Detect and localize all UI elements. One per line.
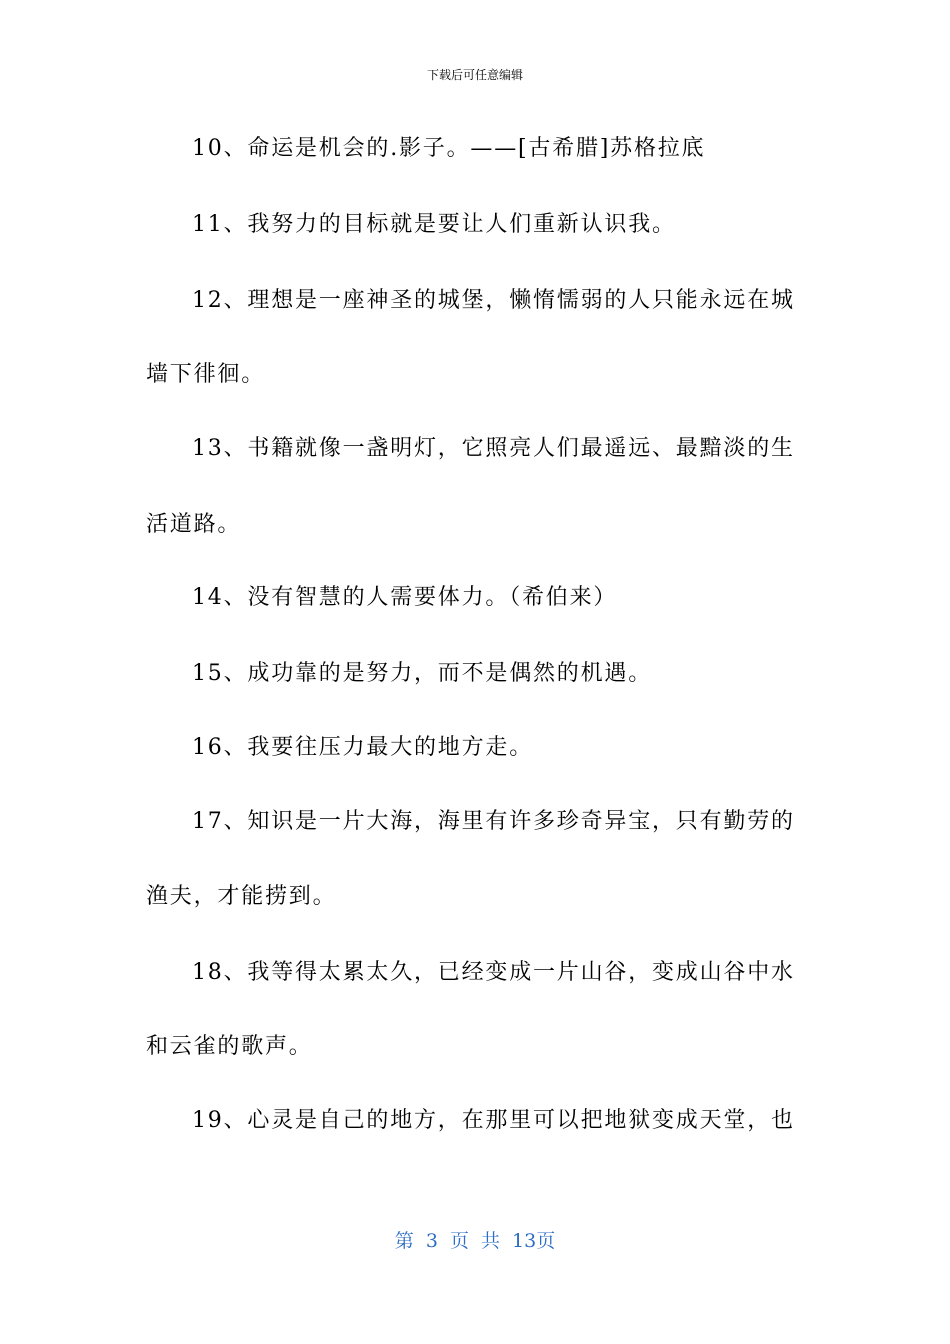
quote-line-12-cont: 墙下徘徊。 xyxy=(146,362,266,387)
quote-line-15: 15、成功靠的是努力，而不是偶然的机遇。 xyxy=(192,661,652,686)
quote-line-14: 14、没有智慧的人需要体力。（希伯来） xyxy=(192,585,618,610)
quote-line-13: 13、书籍就像一盏明灯，它照亮人们最遥远、最黯淡的生 xyxy=(192,436,795,461)
quote-line-10: 10、命运是机会的.影子。——[古希腊]苏格拉底 xyxy=(192,136,706,161)
quote-line-17-cont: 渔夫，才能捞到。 xyxy=(146,884,337,909)
quote-line-16: 16、我要往压力最大的地方走。 xyxy=(192,735,533,760)
quote-line-17: 17、知识是一片大海，海里有许多珍奇异宝，只有勤劳的 xyxy=(192,809,795,834)
quote-line-19: 19、心灵是自己的地方，在那里可以把地狱变成天堂，也 xyxy=(192,1108,795,1133)
page-footer: 第 3 页 共 13页 xyxy=(394,1230,556,1252)
quote-line-12: 12、理想是一座神圣的城堡，懒惰懦弱的人只能永远在城 xyxy=(192,288,795,313)
quote-line-11: 11、我努力的目标就是要让人们重新认识我。 xyxy=(192,212,676,237)
quote-line-18-cont: 和云雀的歌声。 xyxy=(146,1034,313,1059)
quote-line-18: 18、我等得太累太久，已经变成一片山谷，变成山谷中水 xyxy=(192,960,795,985)
quote-line-13-cont: 活道路。 xyxy=(146,512,242,537)
page-header: 下载后可任意编辑 xyxy=(426,68,523,82)
